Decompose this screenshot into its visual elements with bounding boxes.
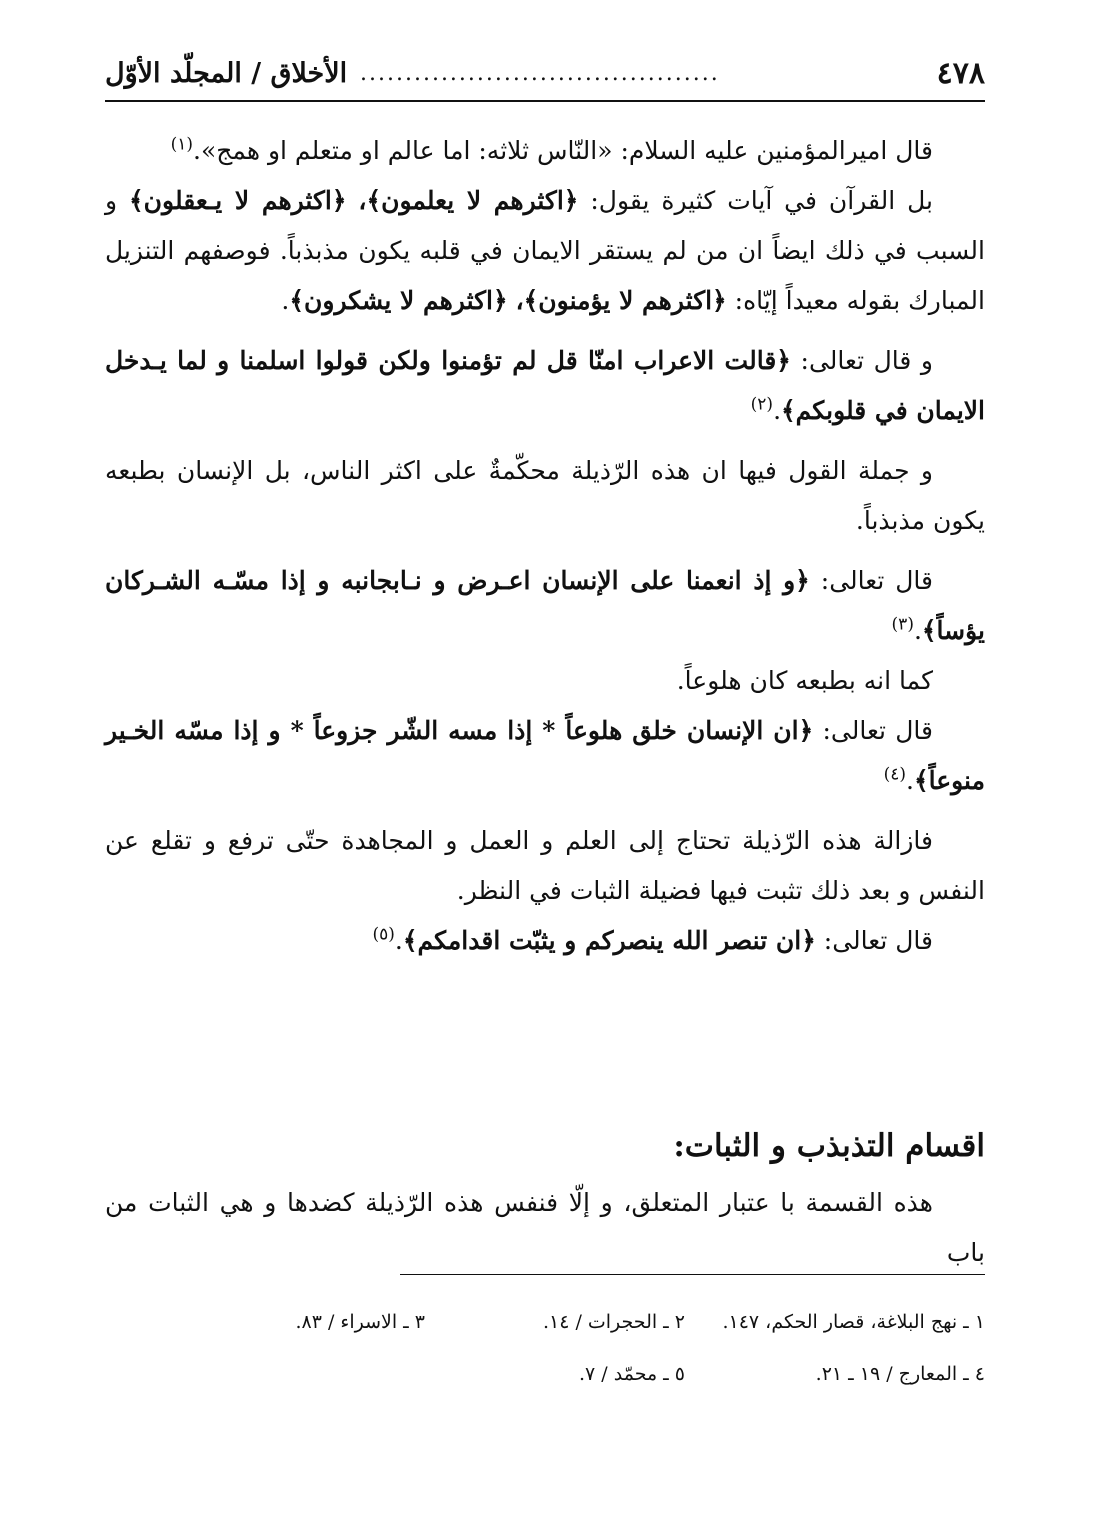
quran-quote: ﴿اكثرهم لا يؤمنون﴾، — [515, 286, 727, 315]
paragraph-5-intro: قال تعالى: — [820, 566, 933, 595]
paragraph-2 — [105, 176, 985, 326]
quran-quote: ﴿اكثرهم لا يشكرون﴾ — [289, 286, 508, 315]
footnote-ref-3: (٣) — [891, 614, 914, 635]
paragraph-1 — [105, 126, 985, 176]
quran-quote: ﴿اكثرهم لا يعلمون﴾، — [358, 186, 579, 215]
paragraph-3-period: . — [773, 396, 782, 425]
footnotes — [140, 1296, 985, 1400]
section-first-line: هذه القسمة با عتبار المتعلق، و إلّا فنفس هذه الرّذيلة كضدها و هي الثبات من باب — [105, 1188, 985, 1267]
footnote-row — [140, 1348, 985, 1400]
header-title: الأخلاق / المجلّد الأوّل — [105, 58, 348, 89]
footnote-ref-1: (١) — [170, 134, 193, 155]
section-heading: اقسام التذبذب و الثبات: — [673, 1128, 985, 1164]
paragraph-9-period: . — [394, 926, 403, 955]
footnote-ref-4: (٤) — [883, 764, 906, 785]
header-leader-dots: ........................................ — [360, 61, 720, 86]
paragraph-7-intro: قال تعالى: — [822, 716, 933, 745]
footnote-ref-5: (٥) — [372, 924, 395, 945]
quran-quote: ﴿و إذ انعمنا على الإنسان اعـرض و نـابجانبه و إذا مسّـه الشـركان يؤساً﴾ — [105, 566, 985, 645]
paragraph-3-intro: و قال تعالى: — [800, 346, 933, 375]
header-divider — [105, 100, 985, 102]
footnote-3: ٣ ـ الاسراء / ٨٣. — [295, 1311, 425, 1333]
paragraph-2-text-a: بل القرآن في آيات كثيرة يقول: — [590, 186, 934, 215]
paragraph-5 — [105, 556, 985, 656]
quran-quote: ﴿قالت الاعراب امنّا قل لم تؤمنوا ولكن قولوا اسلمنا و لما يـدخل الايمان في قلوبكم﴾ — [105, 346, 985, 425]
paragraph-8-text: فازالة هذه الرّذيلة تحتاج إلى العلم و العمل و المجاهدة حتّى ترفع و تقلع عن النفس و بعد ذلك تثبت فيها فضيلة الثبات في النظر. — [105, 826, 985, 905]
footnote-2: ٢ ـ الحجرات / ١٤. — [542, 1311, 685, 1333]
paragraph-3 — [105, 336, 985, 436]
paragraph-8 — [105, 816, 985, 916]
paragraph-5-period: . — [913, 616, 922, 645]
paragraph-4-text: و جملة القول فيها ان هذه الرّذيلة محكّمةٌ على اكثر الناس، بل الإنسان بطبعه يكون مذبذباً. — [105, 456, 985, 535]
paragraph-7-period: . — [906, 766, 914, 795]
footnote-row — [140, 1296, 985, 1348]
paragraph-6-text: كما انه بطبعه كان هلوعاً. — [676, 666, 933, 695]
paragraph-7 — [105, 706, 985, 806]
paragraph-1-text: قال اميرالمؤمنين عليه السلام: «النّاس ثلاثه: اما عالم او متعلم او همج». — [193, 136, 933, 165]
footnote-5: ٥ ـ محمّد / ٧. — [578, 1363, 685, 1385]
footnote-4: ٤ ـ المعارج / ١٩ ـ ٢١. — [815, 1363, 985, 1385]
quran-quote: ﴿اكثرهم لا يـعقلون﴾ — [129, 186, 347, 215]
footnote-ref-2: (٢) — [750, 394, 774, 415]
paragraph-2-period: . — [281, 286, 290, 315]
page-number: ٤٧٨ — [936, 56, 985, 91]
footnote-1: ١ ـ نهج البلاغة، قصار الحكم، ١٤٧. — [722, 1311, 985, 1333]
paragraph-9-intro: قال تعالى: — [823, 926, 933, 955]
paragraph-2-text-b: و السبب في ذلك ايضاً ان من لم يستقر الايمان في قلبه يكون مذبذباً. فوصفهم التنزيل المبارك بقوله معيداً إيّاه: — [105, 186, 985, 315]
paragraph-4 — [105, 446, 985, 546]
main-text — [105, 126, 985, 966]
paragraph-6 — [105, 656, 985, 706]
footnote-divider — [400, 1274, 985, 1275]
quran-quote: ﴿ان تنصر الله ينصركم و يثبّت اقدامكم﴾ — [402, 926, 816, 955]
paragraph-9 — [105, 916, 985, 966]
running-header — [105, 52, 985, 96]
quran-quote: ﴿ان الإنسان خلق هلوعاً * إذا مسه الشّر جزوعاً * و إذا مسّه الخـير منوعاً﴾ — [105, 716, 985, 795]
